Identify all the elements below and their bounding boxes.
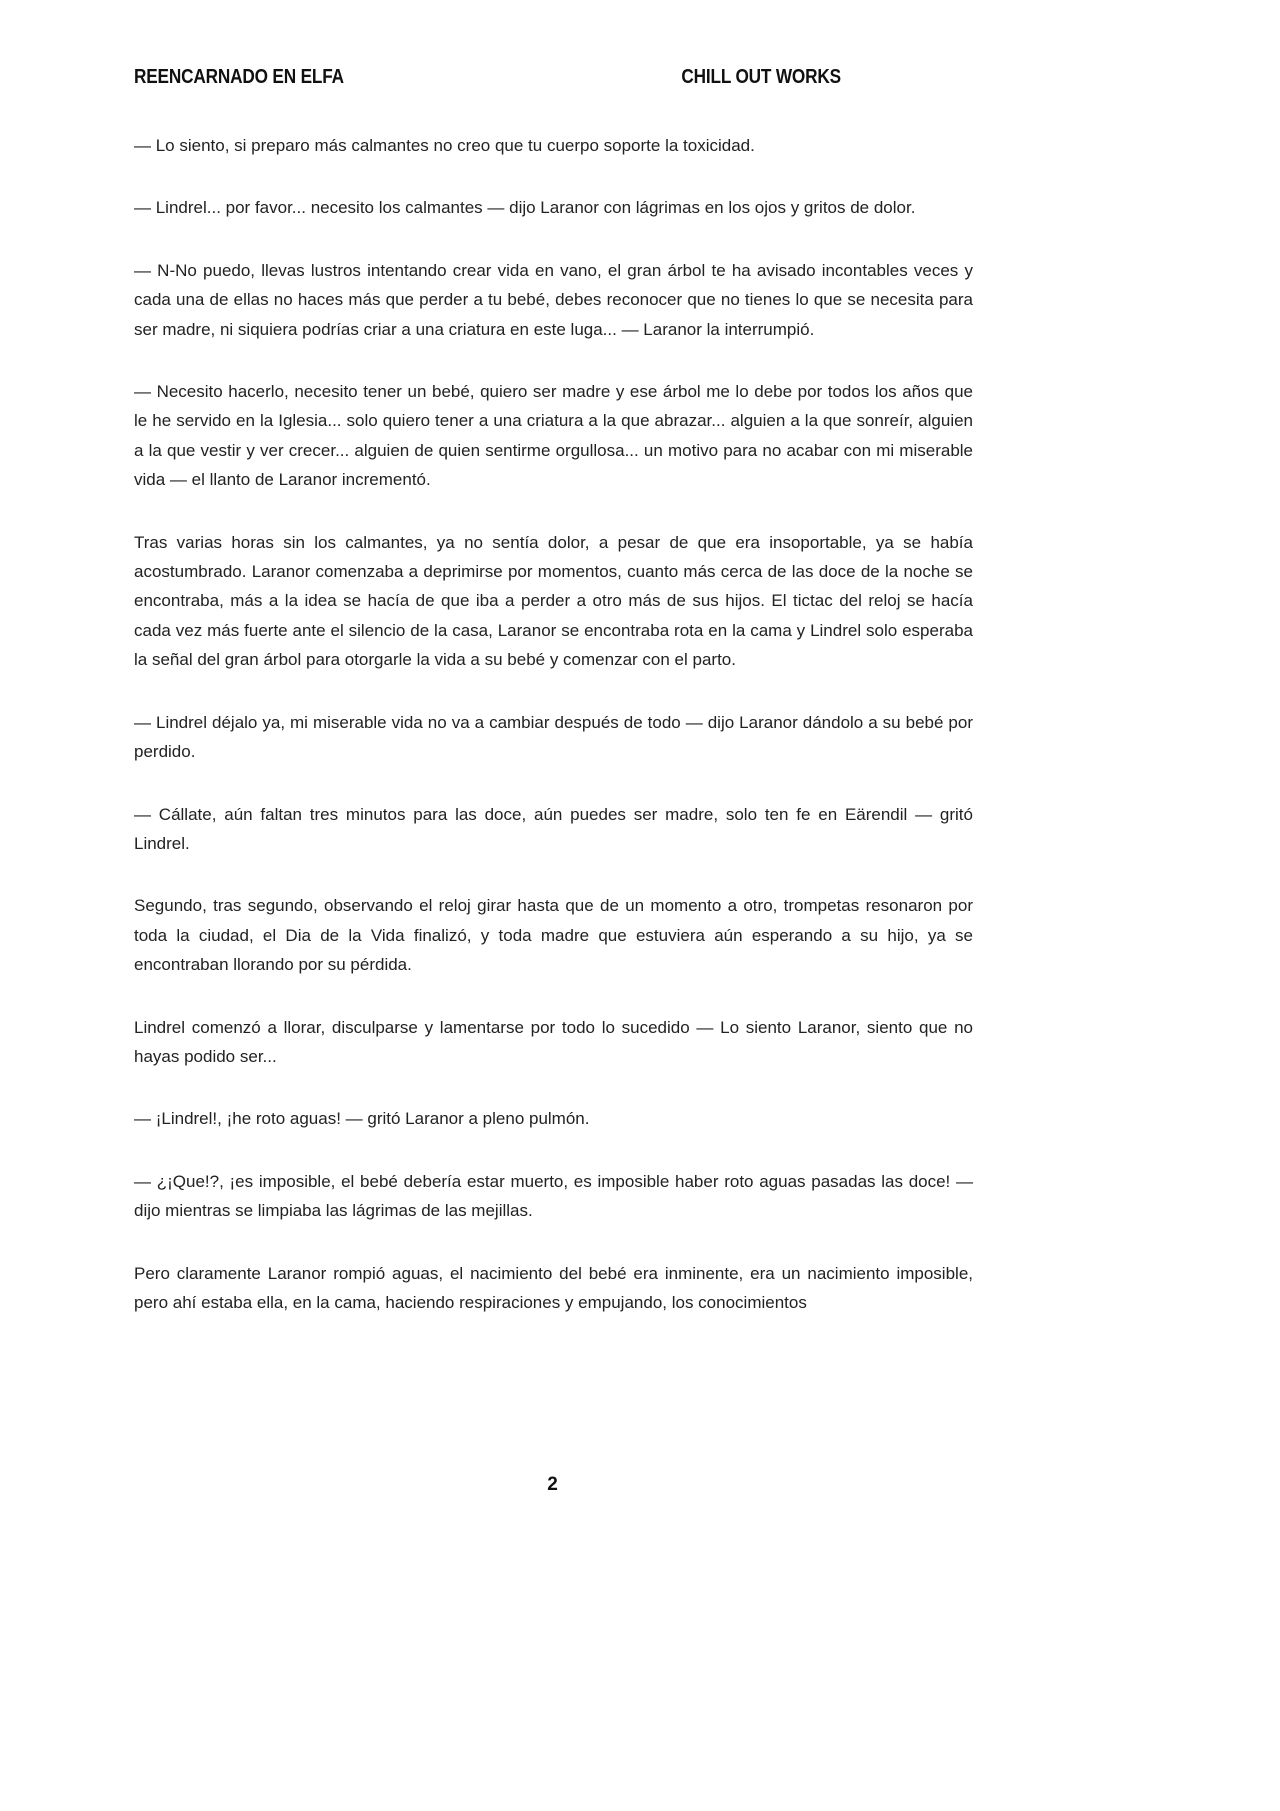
paragraph: Segundo, tras segundo, observando el reloj girar hasta que de un momento a otro, trompetas resonaron por toda la ciudad, el Dia de la Vida finalizó, y toda madre que estuviera aún esperando a su hijo, ya se encontraban llorando por su pérdida. <box>134 896 973 975</box>
header-publisher: CHILL OUT WORKS <box>681 66 841 88</box>
body-text <box>134 131 973 1317</box>
paragraph: — Lindrel... por favor... necesito los calmantes — dijo Laranor con lágrimas en los ojos y gritos de dolor. <box>134 198 916 218</box>
paragraph: Lindrel comenzó a llorar, disculparse y lamentarse por todo lo sucedido — Lo siento Laranor, siento que no hayas podido ser... <box>134 1017 973 1066</box>
running-header <box>134 66 841 92</box>
paragraph: — ¿¡Que!?, ¡es imposible, el bebé debería estar muerto, es imposible haber roto aguas pasadas las doce! — dijo mientras se limpiaba las lágrimas de las mejillas. <box>134 1171 973 1221</box>
page-number: 2 <box>547 1474 558 1495</box>
paragraph: — Cállate, aún faltan tres minutos para las doce, aún puedes ser madre, solo ten fe en Eärendil — gritó Lindrel. <box>134 804 973 853</box>
paragraph: — ¡Lindrel!, ¡he roto aguas! — gritó Laranor a pleno pulmón. <box>134 1109 590 1129</box>
paragraph: — Necesito hacerlo, necesito tener un bebé, quiero ser madre y ese árbol me lo debe por todos los años que le he servido en la Iglesia... solo quiero tener a una criatura a la que abrazar... alguien a la que sonreír, alguien a la que vestir y ver crecer... alguien de quien sentirme orgullosa... un motivo para no acabar con mi miserable vida — el llanto de Laranor incrementó. <box>134 382 973 490</box>
paragraph: — N-No puedo, llevas lustros intentando crear vida en vano, el gran árbol te ha avisado incontables veces y cada una de ellas no haces más que perder a tu bebé, debes reconocer que no tienes lo que se necesita para ser madre, ni siquiera podrías criar a una criatura en este luga... — Laranor la interrumpió. <box>134 260 973 339</box>
paragraph: — Lo siento, si preparo más calmantes no creo que tu cuerpo soporte la toxicidad. <box>134 136 755 155</box>
paragraph: Tras varias horas sin los calmantes, ya no sentía dolor, a pesar de que era insoportable, ya se había acostumbrado. Laranor comenzaba a deprimirse por momentos, cuanto más cerca de las doce de la noche se encontraba, más a la idea se hacía de que iba a perder a otro más de sus hijos. El tictac del reloj se hacía cada vez más fuerte ante el silencio de la casa, Laranor se encontraba rota en la cama y Lindrel solo esperaba la señal del gran árbol para otorgarle la vida a su bebé y comenzar con el parto. <box>134 532 973 670</box>
paragraph: — Lindrel déjalo ya, mi miserable vida no va a cambiar después de todo — dijo Laranor dándolo a su bebé por perdido. <box>134 712 973 762</box>
header-book-title: REENCARNADO EN ELFA <box>134 66 344 88</box>
paragraph: Pero claramente Laranor rompió aguas, el nacimiento del bebé era inminente, era un nacimiento imposible, pero ahí estaba ella, en la cama, haciendo respiraciones y empujando, los conocimientos <box>134 1263 973 1312</box>
